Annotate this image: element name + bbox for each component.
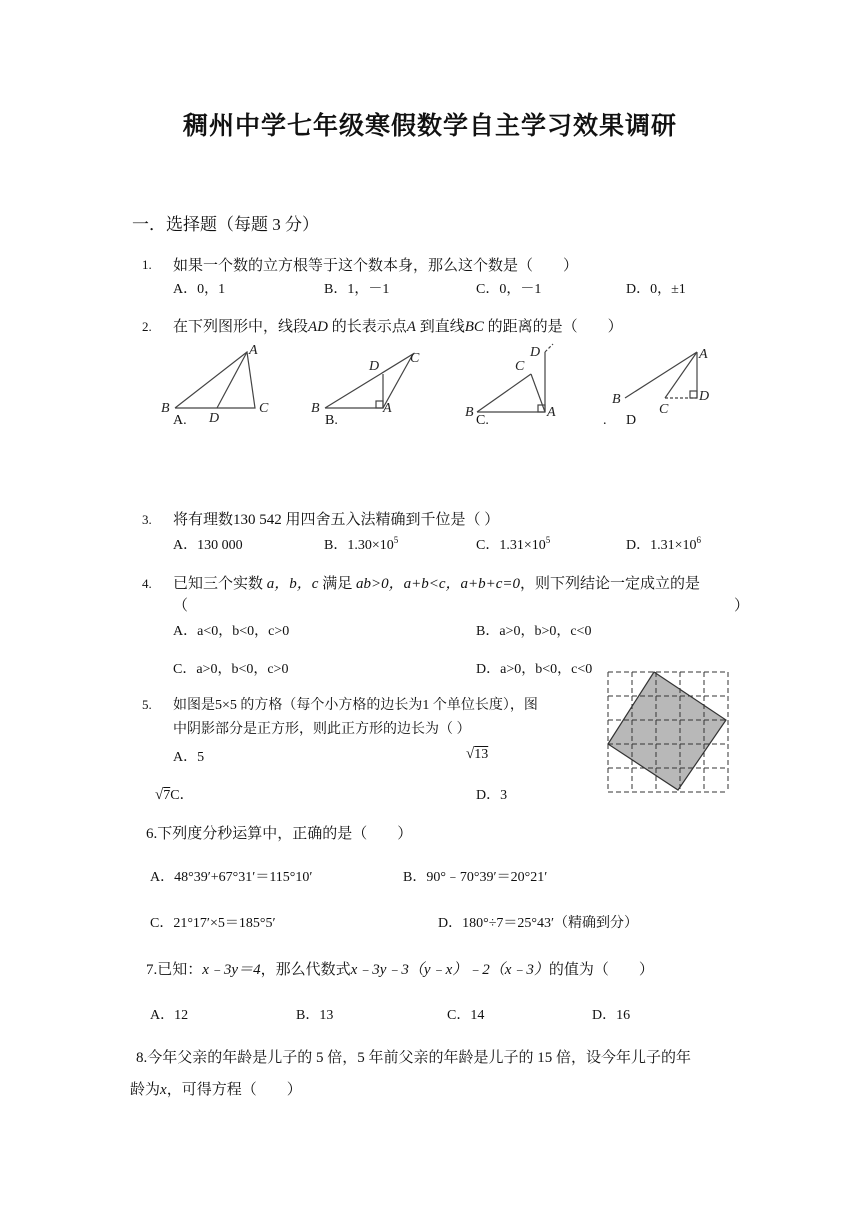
- page-title: 稠州中学七年级寒假数学自主学习效果调研: [182, 113, 677, 140]
- q3-option-d-base: D．1.31×10: [626, 538, 697, 553]
- fig-label: D: [209, 411, 220, 426]
- q3-option-b-exp: 5: [393, 535, 399, 545]
- q7-expr1: x﹣3y＝4: [202, 962, 261, 978]
- q6-option-d[interactable]: D．180°÷7＝25°43′（精确到分）: [438, 916, 639, 931]
- q8-line2: [130, 1078, 302, 1099]
- fig-label: D: [530, 345, 541, 360]
- fig-label: A: [249, 343, 258, 358]
- fig-label: C: [259, 401, 269, 416]
- q3-option-c-exp: 5: [545, 535, 551, 545]
- q2-line-bc: BC: [464, 319, 484, 335]
- q4-option-b[interactable]: B．a>0，b>0，c<0: [476, 624, 592, 639]
- fig-label: A: [699, 347, 708, 362]
- q8-line2-part: 龄为: [130, 1082, 161, 1098]
- q7-stem-part: ，那么代数式: [260, 962, 351, 978]
- q8-line1: 8.今年父亲的年龄是儿子的 5 倍，5 年前父亲的年龄是儿子的 15 倍，设今年儿子的年: [136, 1050, 692, 1066]
- q5-option-c-letter: C．: [170, 788, 194, 803]
- q1-number: 1.: [142, 257, 152, 272]
- q4-stem: [173, 572, 700, 593]
- q2-number: 2.: [142, 319, 152, 334]
- q8-variable: x: [160, 1082, 167, 1098]
- fig-label: D: [369, 359, 380, 374]
- q5-option-c[interactable]: [155, 784, 194, 804]
- q3-option-b[interactable]: [324, 534, 398, 554]
- q3-stem: 将有理数130 542 用四舍五入法精确到千位是（ ）: [173, 512, 500, 528]
- q2-stem-part: 的长表示点: [331, 319, 407, 335]
- q5-option-b-radicand: 13: [474, 747, 489, 762]
- q3-option-c[interactable]: [476, 534, 550, 554]
- q2-stem-part: 在下列图形中，线段: [173, 319, 309, 335]
- q2-option-b[interactable]: B.: [325, 413, 338, 428]
- q6-option-b[interactable]: B．90°﹣70°39′＝20°21′: [403, 870, 548, 885]
- q5-stem-line1: 如图是5×5 的方格（每个小方格的边长为1 个单位长度），图: [173, 698, 538, 713]
- q7-stem-part: 7.已知：: [146, 962, 203, 978]
- q4-stem-part: ，则下列结论一定成立的是: [520, 576, 701, 592]
- q2-option-a[interactable]: A.: [173, 413, 187, 428]
- q3-option-d-exp: 6: [696, 535, 702, 545]
- q5-number: 5.: [142, 697, 152, 712]
- q3-option-c-base: C．1.31×10: [476, 538, 546, 553]
- q5-option-b[interactable]: [466, 746, 488, 763]
- q2-option-dot: .: [603, 413, 607, 428]
- q2-figures: [155, 340, 735, 430]
- q7-option-d[interactable]: D．16: [592, 1008, 631, 1023]
- fig-label: B: [612, 392, 621, 407]
- section-heading: 一．选择题（每题 3 分）: [132, 215, 319, 234]
- q6-option-a[interactable]: A．48°39′+67°31′＝115°10′: [150, 870, 313, 885]
- q5-option-c-radicand: 7: [163, 788, 171, 803]
- fig-label: B: [465, 405, 474, 420]
- q4-option-d[interactable]: D．a>0，b<0，c<0: [476, 662, 593, 677]
- q5-grid-figure: [606, 670, 730, 794]
- q2-point-a: A: [406, 319, 416, 335]
- q6-option-c[interactable]: C．21°17′×5＝185°5′: [150, 916, 276, 931]
- fig-label: C: [515, 359, 525, 374]
- q1-option-c[interactable]: C．0，－1: [476, 282, 542, 297]
- q5-stem-line2: 中阴影部分是正方形，则此正方形的边长为（ ）: [173, 722, 471, 737]
- fig-label: C: [410, 351, 420, 366]
- fig-label: A: [547, 405, 556, 420]
- q2-stem-part: 到直线: [419, 319, 465, 335]
- fig-d-right-angle: [690, 391, 697, 398]
- q7-stem: [146, 958, 654, 979]
- q5-shaded-square: [608, 672, 726, 790]
- q1-option-d[interactable]: D．0，±1: [626, 282, 686, 297]
- q1-option-a[interactable]: A．0，1: [173, 282, 226, 297]
- fig-a-segment-ad: [217, 352, 247, 408]
- q4-option-a[interactable]: A．a<0，b<0，c>0: [173, 624, 290, 639]
- fig-d-triangle: [625, 352, 697, 398]
- q3-option-b-base: B．1.30×10: [324, 538, 394, 553]
- q4-paren-open: （: [173, 598, 189, 614]
- q8-line2-part: ，可得方程（ ）: [166, 1082, 302, 1098]
- fig-c-side: [477, 374, 531, 412]
- fig-label: B: [161, 401, 170, 416]
- fig-c-dash: [545, 344, 553, 352]
- q4-number: 4.: [142, 576, 152, 591]
- q4-condition: ab>0，a+b<c，a+b+c=0: [355, 576, 521, 592]
- q7-stem-part: 的值为（ ）: [548, 962, 654, 978]
- q7-option-b[interactable]: B．13: [296, 1008, 334, 1023]
- q5-option-a[interactable]: A．5: [173, 750, 205, 765]
- q4-stem-part: 满足: [322, 576, 353, 592]
- fig-label: C: [659, 402, 669, 417]
- q2-stem: [173, 315, 623, 336]
- sqrt-symbol-icon: √: [155, 787, 164, 803]
- q5-option-d[interactable]: D．3: [476, 788, 508, 803]
- q7-option-c[interactable]: C．14: [447, 1008, 485, 1023]
- q4-stem-part: 已知三个实数: [173, 576, 264, 592]
- q1-option-b[interactable]: B．1，－1: [324, 282, 390, 297]
- q7-expr2: x﹣3y﹣3（y﹣x）﹣2（x﹣3）: [350, 962, 549, 978]
- q3-option-d[interactable]: [626, 534, 701, 554]
- q1-stem: 如果一个数的立方根等于这个数本身，那么这个数是（ ）: [173, 258, 579, 274]
- q4-option-c[interactable]: C．a>0，b<0，c>0: [173, 662, 289, 677]
- sqrt-symbol-icon: √: [466, 746, 475, 762]
- fig-label: A: [383, 401, 392, 416]
- q2-option-d[interactable]: D: [626, 413, 637, 428]
- q3-option-a[interactable]: A．130 000: [173, 538, 243, 553]
- fig-label: D: [699, 389, 710, 404]
- q4-paren-close: ）: [734, 598, 750, 614]
- q4-vars: a，b，c: [266, 576, 319, 592]
- q2-option-c[interactable]: C.: [476, 413, 489, 428]
- q3-number: 3.: [142, 512, 152, 527]
- q2-stem-part: 的距离的是（ ）: [487, 319, 623, 335]
- q2-segment-ad: AD: [308, 319, 329, 335]
- fig-b-right-angle: [376, 401, 383, 408]
- fig-label: B: [311, 401, 320, 416]
- q6-stem: 6.下列度分秒运算中，正确的是（ ）: [146, 826, 413, 842]
- q7-option-a[interactable]: A．12: [150, 1008, 189, 1023]
